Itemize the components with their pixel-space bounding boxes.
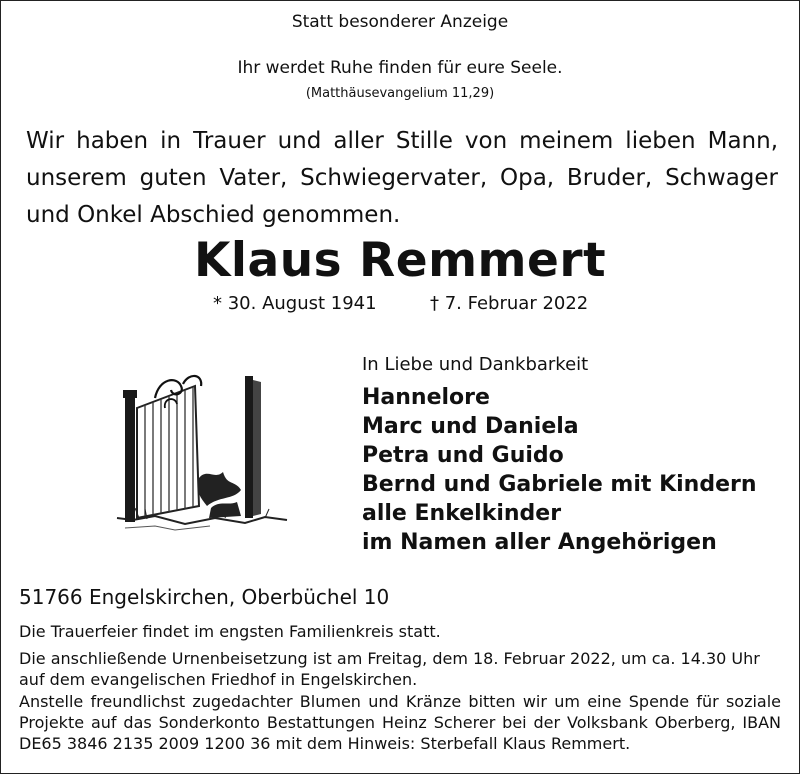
mourner-name: Petra und Guido [362,443,564,468]
verse-source: (Matthäusevangelium 11,29) [305,86,495,101]
intro-text: Wir haben in Trauer und aller Stille von meinem lieben Mann, unserem guten Vater, Schwiegervater, Opa, Bruder, Schwager und Onkel Abschied genommen. [26,128,778,228]
mourner-name: Hannelore [362,385,490,410]
mourner-name: Bernd und Gabriele mit Kindern [362,472,757,497]
burial-info: Die anschließende Urnenbeisetzung ist am Freitag, dem 18. Februar 2022, um ca. 14.30 Uhr auf dem evangelischen Friedhof in Engelskirchen. [19,649,760,689]
mourners-list [362,383,757,557]
donation-info: Anstelle freundlichst zugedachter Blumen und Kränze bitten wir um eine Spende für soziale Projekte auf das Sonderkonto Bestattungen Heinz Scherer bei der Volksbank Oberberg, IBAN DE65 3846 2135 2009 1200 36 mit dem Hinweis: Sterbefall Klaus Remmert. [19,692,781,753]
mourner-name: alle Enkelkinder [362,501,562,526]
birth-date: * 30. August 1941 [213,293,377,314]
thanks-line: In Liebe und Dankbarkeit [362,354,589,375]
death-date: † 7. Februar 2022 [430,293,589,314]
mourner-name: Marc und Daniela [362,414,579,439]
bible-verse: Ihr werdet Ruhe finden für eure Seele. [237,58,563,78]
mourner-name: im Namen aller Angehörigen [362,530,717,555]
deceased-name: Klaus Remmert [193,233,607,288]
family-address: 51766 Engelskirchen, Oberbüchel 10 [19,585,390,609]
notice-heading: Statt besonderer Anzeige [291,12,509,32]
open-gate-illustration [115,368,290,538]
funeral-info: Die Trauerfeier findet im engsten Familienkreis statt. [19,622,441,641]
